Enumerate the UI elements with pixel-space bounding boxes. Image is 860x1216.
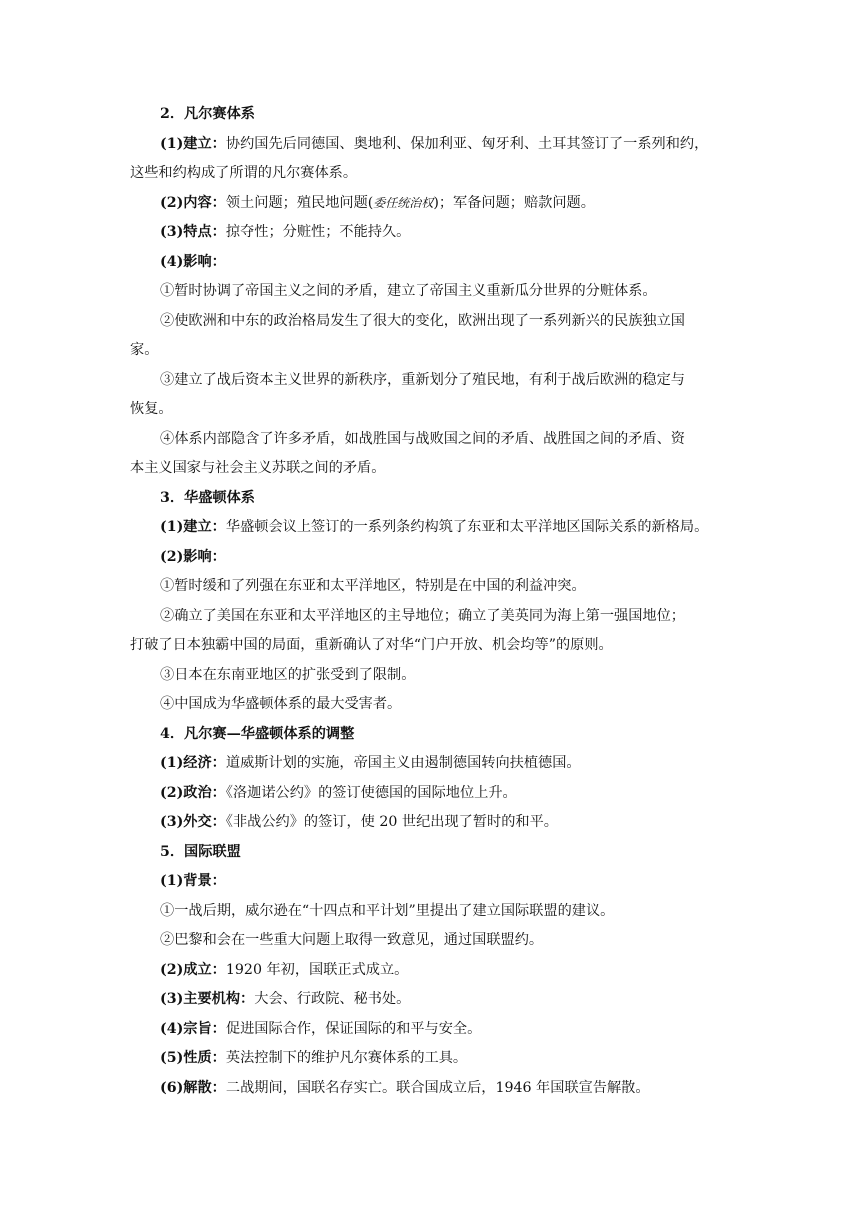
text-content-b: )；军备问题；赔款问题。 (433, 194, 595, 211)
washington-impact-2-cont: 打破了日本独霸中国的局面，重新确认了对华“门户开放、机会均等”的原则。 (130, 637, 613, 653)
paragraph-versailles-feature (130, 218, 730, 248)
paragraph-washington-establish (130, 513, 730, 543)
versailles-impact-3-cont: 恢复。 (130, 401, 173, 417)
text-nature: 英法控制下的维护凡尔赛体系的工具。 (225, 1050, 468, 1066)
league-background-2: ②巴黎和会在一些重大问题上取得一致意见，通过国联盟约。 (160, 932, 544, 948)
label-purpose: (4)宗旨： (160, 1020, 226, 1037)
text-content-sub: 委任统治权 (373, 195, 434, 210)
text-founding: 1920 年初，国联正式成立。 (225, 961, 409, 978)
label-league-background: (1)背景： (160, 873, 226, 889)
text-content-a: 领土问题；殖民地问题( (225, 194, 374, 211)
paragraph-league-dissolution (130, 1074, 730, 1104)
paragraph-adjust-politics (130, 779, 730, 809)
label-feature: (3)特点： (160, 224, 226, 240)
text-organs: 大会、行政院、秘书处。 (254, 991, 411, 1007)
section-heading-adjustment: 4．凡尔赛—华盛顿体系的调整 (160, 725, 355, 742)
paragraph-versailles-content (130, 189, 730, 219)
versailles-impact-4: ④体系内部隐含了许多矛盾，如战胜国与战败国之间的矛盾、战胜国之间的矛盾、资 (160, 430, 685, 447)
label-dissolution: (6)解散： (160, 1079, 226, 1096)
label-politics: (2)政治： (160, 784, 226, 801)
paragraph-league-nature (130, 1044, 730, 1074)
washington-impact-4: ④中国成为华盛顿体系的最大受害者。 (160, 696, 402, 712)
label-diplomacy: (3)外交： (160, 814, 226, 830)
label-washington-impact: (2)影响： (160, 548, 226, 565)
paragraph-adjust-economy (130, 749, 730, 779)
text-diplomacy: 《非战公约》的签订，使 20 世纪出现了暂时的和平。 (225, 814, 558, 830)
text-establish-1: 协约国先后同德国、奥地利、保加利亚、匈牙利、土耳其签订了一系列和约， (225, 135, 709, 152)
label-economy: (1)经济： (160, 755, 226, 771)
document-body (130, 100, 730, 1103)
league-background-1: ①一战后期，威尔逊在“十四点和平计划”里提出了建立国际联盟的建议。 (160, 902, 615, 919)
paragraph-versailles-establish-cont: 这些和约构成了所谓的凡尔赛体系。 (130, 165, 358, 181)
versailles-impact-4-cont: 本主义国家与社会主义苏联之间的矛盾。 (130, 460, 386, 476)
versailles-impact-2-cont: 家。 (130, 342, 159, 358)
text-purpose: 促进国际合作，保证国际的和平与安全。 (225, 1020, 482, 1037)
washington-impact-2: ②确立了美国在东亚和太平洋地区的主导地位；确立了美英同为海上第一强国地位； (160, 607, 685, 624)
paragraph-league-founding (130, 956, 730, 986)
label-versailles-impact: (4)影响： (160, 253, 226, 270)
label-establish: (1)建立： (160, 135, 226, 152)
text-dissolution: 二战期间，国联名存实亡。联合国成立后，1946 年国联宣告解散。 (225, 1079, 650, 1096)
washington-impact-3: ③日本在东南亚地区的扩张受到了限制。 (160, 666, 416, 683)
section-heading-versailles: 2．凡尔赛体系 (160, 106, 255, 122)
versailles-impact-1: ①暂时协调了帝国主义之间的矛盾，建立了帝国主义重新瓜分世界的分赃体系。 (160, 283, 657, 299)
paragraph-league-purpose (130, 1015, 730, 1045)
washington-impact-1: ①暂时缓和了列强在东亚和太平洋地区，特别是在中国的利益冲突。 (160, 578, 586, 594)
text-economy: 道威斯计划的实施，帝国主义由遏制德国转向扶植德国。 (225, 755, 581, 771)
paragraph-league-organs (130, 985, 730, 1015)
section-heading-washington: 3．华盛顿体系 (160, 489, 255, 506)
versailles-impact-2: ②使欧洲和中东的政治格局发生了很大的变化，欧洲出现了一系列新兴的民族独立国 (160, 312, 685, 329)
label-wash-establish: (1)建立： (160, 519, 226, 535)
text-feature: 掠夺性；分赃性；不能持久。 (225, 224, 411, 240)
text-wash-establish: 华盛顿会议上签订的一系列条约构筑了东亚和太平洋地区国际关系的新格局。 (225, 519, 709, 535)
section-heading-league: 5．国际联盟 (160, 843, 241, 860)
text-politics: 《洛迦诺公约》的签订使德国的国际地位上升。 (225, 784, 517, 801)
label-founding: (2)成立： (160, 961, 226, 978)
label-organs: (3)主要机构： (160, 991, 255, 1007)
versailles-impact-3: ③建立了战后资本主义世界的新秩序，重新划分了殖民地，有利于战后欧洲的稳定与 (160, 371, 685, 388)
paragraph-versailles-establish (130, 130, 730, 160)
label-nature: (5)性质： (160, 1050, 226, 1066)
paragraph-adjust-diplomacy (130, 808, 730, 838)
label-content: (2)内容： (160, 194, 226, 211)
